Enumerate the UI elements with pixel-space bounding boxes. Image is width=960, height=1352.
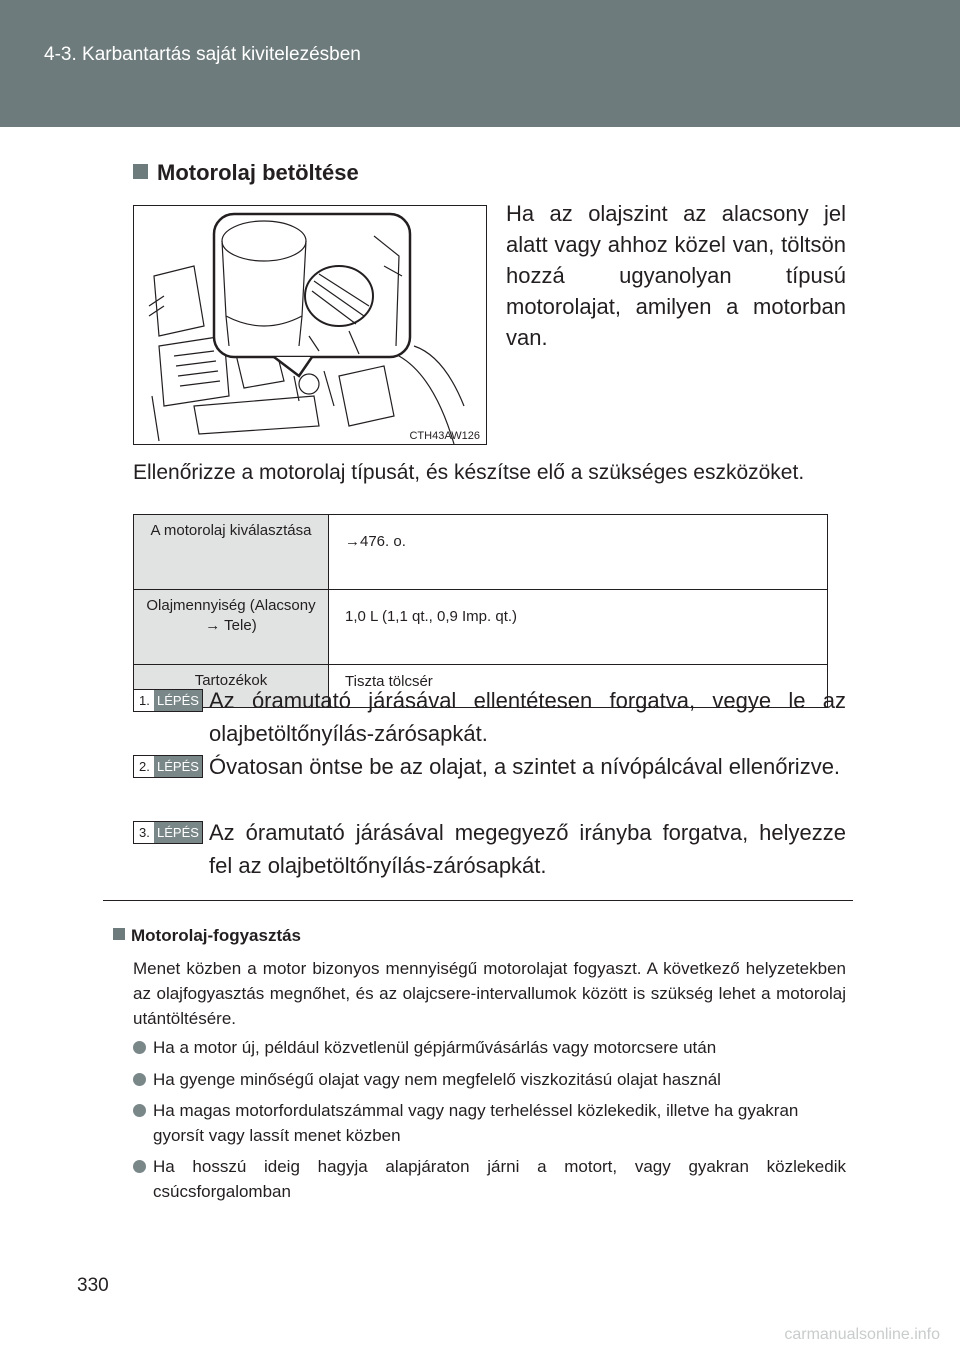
- square-bullet-icon: [133, 164, 148, 179]
- table-label: Olajmennyiség (Alacsony → Tele): [134, 590, 329, 665]
- list-item: [133, 1154, 846, 1204]
- step-text: Az óramutató járásával megegyező irányba forgatva, helyezze fel az olajbetöltőnyílás-zárósapkát.: [209, 820, 846, 878]
- engine-illustration: [133, 205, 487, 445]
- intro-paragraph: Ha az olajszint az alacsony jel alatt vagy ahhoz közel van, töltsön hozzá ugyanolyan típusú motorolajat, amilyen a motorban van.: [506, 201, 846, 350]
- step-label: LÉPÉS: [154, 690, 202, 711]
- list-item: [133, 1067, 846, 1092]
- figure-id: CTH43AW126: [409, 430, 480, 442]
- bullet-text: Ha a motor új, például közvetlenül gépjárművásárlás vagy motorcsere után: [153, 1038, 717, 1057]
- step-3: [133, 816, 846, 882]
- bullet-text: Ha hosszú ideig hagyja alapjáraton járni a motort, vagy gyakran közlekedik csúcsforgalomban: [153, 1157, 846, 1201]
- step-number: 3.: [139, 825, 150, 840]
- table-row: [134, 515, 828, 590]
- step-2: [133, 750, 846, 783]
- step-text: Óvatosan öntse be az olajat, a szintet a nívópálcával ellenőrizve.: [209, 754, 841, 779]
- bullet-dot-icon: [133, 1104, 146, 1117]
- heading-text: Motorolaj betöltése: [157, 160, 359, 185]
- watermark: carmanualsonline.info: [784, 1326, 940, 1343]
- consumption-text: Menet közben a motor bizonyos mennyiségű motorolajat fogyaszt. A következő helyzetekben az olajfogyasztás megnőhet, és az olajcsere-intervallumok között is szükség lehet a motorolaj utántöltésére.: [133, 959, 846, 1028]
- step-badge: [133, 755, 203, 778]
- page-header: [0, 0, 960, 127]
- step-badge: [133, 689, 203, 712]
- step-label: LÉPÉS: [154, 756, 202, 777]
- check-paragraph: Ellenőrizze a motorolaj típusát, és készítse elő a szükséges eszközöket.: [133, 461, 805, 484]
- bullet-dot-icon: [133, 1160, 146, 1173]
- divider: [103, 900, 853, 901]
- table-value: 1,0 L (1,1 qt., 0,9 Imp. qt.): [329, 590, 828, 665]
- step-number: 1.: [139, 693, 150, 708]
- step-badge: [133, 821, 203, 844]
- table-label: Tartozékok: [134, 665, 329, 708]
- page-number: 330: [77, 1275, 109, 1296]
- consumption-heading-text: Motorolaj-fogyasztás: [131, 926, 302, 945]
- table-value: Tiszta tölcsér: [329, 665, 828, 708]
- table-row: [134, 590, 828, 665]
- step-text: Az óramutató járásával ellentétesen forgatva, vegye le az olajbetöltőnyílás-zárósapkát.: [209, 688, 846, 746]
- bullet-dot-icon: [133, 1073, 146, 1086]
- engine-drawing: [134, 206, 486, 444]
- bullet-text: Ha magas motorfordulatszámmal vagy nagy terheléssel közlekedik, illetve ha gyakran gyorsít vagy lassít menet közben: [153, 1101, 799, 1145]
- square-bullet-icon: [113, 928, 125, 940]
- list-item: [133, 1035, 846, 1060]
- step-label: LÉPÉS: [154, 822, 202, 843]
- table-label: A motorolaj kiválasztása: [134, 515, 329, 590]
- section-title: 4-3. Karbantartás saját kivitelezésben: [44, 44, 361, 65]
- step-number: 2.: [139, 759, 150, 774]
- step-1: [133, 684, 846, 750]
- table-value: →476. o.: [329, 515, 828, 590]
- list-item: [133, 1098, 846, 1148]
- bullet-dot-icon: [133, 1041, 146, 1054]
- consumption-heading: [113, 926, 301, 946]
- bullet-text: Ha gyenge minőségű olajat vagy nem megfelelő viszkozitású olajat használ: [153, 1070, 721, 1089]
- spec-table: [133, 514, 828, 708]
- section-heading: [133, 160, 359, 186]
